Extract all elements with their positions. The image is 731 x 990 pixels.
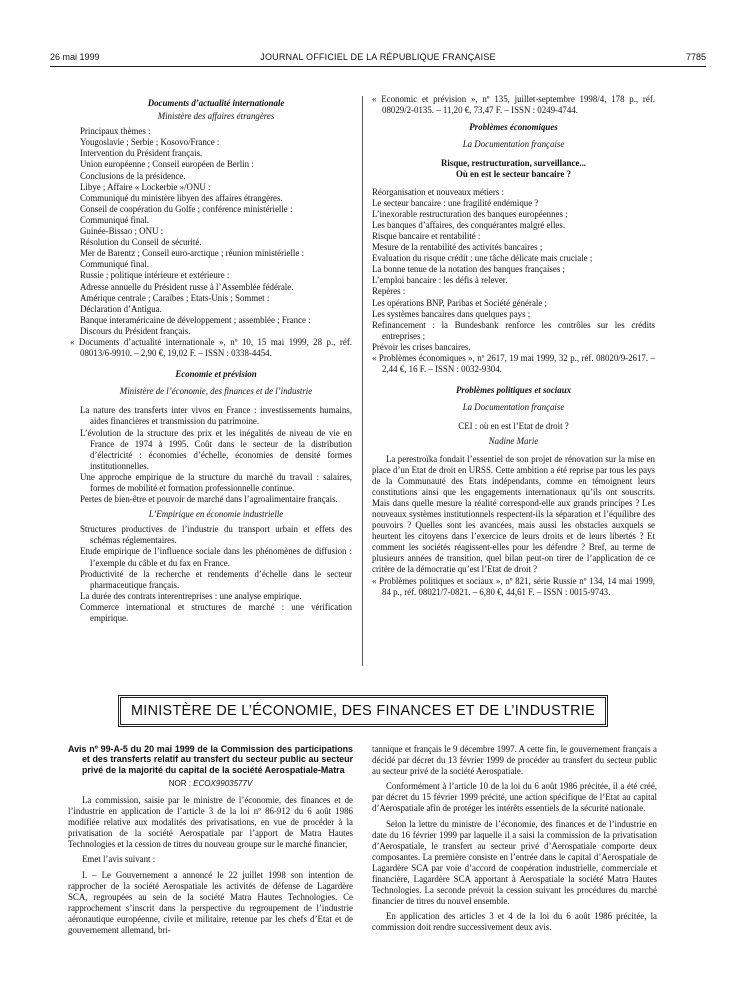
- list-item: Conclusions de la présidence.: [80, 170, 186, 181]
- list-item: Libye ; Affaire « Lockerbie »/ONU :: [80, 181, 211, 192]
- avis-left-column: [68, 744, 353, 936]
- list-item: L’inexorable restructuration des banques européennes ;: [372, 208, 568, 219]
- list-item: Réorganisation et nouveaux métiers :: [372, 186, 504, 197]
- list-item: Le secteur bancaire : une fragilité endémique ?: [372, 197, 539, 208]
- list-item: Commerce international et structures de marché : une vérification empirique.: [80, 601, 352, 624]
- list-item: La durée des contrats interentreprises : une analyse empirique.: [80, 590, 302, 601]
- list-item: Pertes de bien-être et pouvoir de marché dans l’agroalimentaire français.: [80, 494, 338, 505]
- list-item: Union européenne ; Conseil européen de Berlin :: [80, 159, 254, 170]
- ministry-banner: [118, 695, 608, 727]
- nor-label: NOR :: [168, 778, 194, 788]
- list-item: Mesure de la rentabilité des activités bancaires ;: [372, 242, 543, 253]
- section-title-problemes-economiques: Problèmes économiques: [469, 122, 558, 133]
- journal-title: JOURNAL OFFICIEL DE LA RÉPUBLIQUE FRANÇAISE: [260, 52, 496, 62]
- section-subtitle-documentation-francaise: La Documentation française: [462, 139, 565, 150]
- page-number: 7785: [685, 52, 706, 62]
- section-subtitle-documentation-francaise: La Documentation française: [462, 402, 565, 413]
- publication-reference: « Documents d’actualité internationale », nº 10, 15 mai 1999, 28 p., réf. 08013/6-9910. – 2,90 €, 19,02 F. – ISSN : 0338-4454.: [70, 336, 352, 359]
- right-column: [372, 94, 655, 604]
- section-title-documents: Documents d’actualité internationale: [147, 98, 285, 108]
- article-heading: CEI : où en est l’Etat de droit ?: [458, 421, 569, 432]
- nor-reference: [68, 778, 353, 789]
- list-item: Discours du Président français.: [80, 325, 191, 336]
- avis-paragraph: Conformément à l’article 10 de la loi du 6 août 1986 précitée, il a été créé, par décret du 15 février 1999 précité, une action spécifique de l’Etat au capital d’Aerospatiale afin de protéger les intérêts essentiels de la sécurité nationale.: [372, 781, 657, 814]
- list-item: L’emploi bancaire : les défis à relever.: [372, 275, 508, 286]
- section-title-economie: Economie et prévision: [175, 369, 257, 380]
- list-item: Etude empirique de l’influence sociale dans les phénomènes de diffusion : l’exemple du câble et du fax en France.: [80, 546, 352, 568]
- nor-code: ECOX9903577V: [193, 778, 253, 788]
- list-item: Adresse annuelle du Président russe à l’Assemblée fédérale.: [80, 281, 294, 292]
- list-item: Repères :: [372, 286, 406, 297]
- avis-paragraph: Selon la lettre du ministre de l’économie, des finances et de l’industrie en date du 16 février 1999 par laquelle il a saisi la commission de la privatisation d’Aerospatiale, le transfert au secteur privé d’Aerospatiale comporte deux composantes. La première consiste en l’entrée dans le capital d’Aerospatiale de Lagardère SCA par voie d’accord de coopération industrielle, commerciale et financière, Lagardère SCA apportant à Aerospatiale la société Matra Hautes Technologies. La seconde prévoit la cession suivant les procédures du marché financier de titres du nouvel ensemble.: [372, 818, 657, 907]
- list-item: Risque bancaire et rentabilité :: [372, 230, 481, 241]
- page-header: [50, 52, 706, 66]
- avis-paragraph: tannique et français le 9 décembre 1997. A cette fin, le gouvernement français a décidé par décret du 13 février 1999 de procéder au transfert du secteur public au secteur privé de la société Aerospatiale.: [372, 744, 657, 777]
- avis-right-column: [372, 744, 657, 934]
- list-item: Les opérations BNP, Paribas et Société générale ;: [372, 297, 547, 308]
- list-item: Refinancement : la Bundesbank renforce les contrôles sur les crédits entreprises ;: [372, 319, 655, 341]
- list-item: La nature des transferts inter vivos en France : investissements humains, aides financières et transmission du patrimoine.: [80, 405, 352, 427]
- list-item: Amérique centrale ; Caraïbes ; Etats-Unis ; Sommet :: [80, 292, 270, 303]
- section-title-problemes-politiques: Problèmes politiques et sociaux: [455, 385, 572, 396]
- list-item: Mer de Barentz ; Conseil euro-arctique ; réunion ministérielle :: [80, 248, 305, 259]
- column-separator: [362, 96, 363, 666]
- header-rule: [50, 66, 706, 67]
- list-item: Principaux thèmes :: [80, 126, 151, 137]
- list-item: Guinée-Bissao ; ONU :: [80, 226, 164, 237]
- article-heading: Risque, restructuration, surveillance...: [440, 158, 587, 169]
- avis-paragraph: I. – Le Gouvernement a annoncé le 22 juillet 1998 son intention de rapprocher de la société Aerospatiale les activités de défense de Lagardère SCA, regroupées au sein de la société Matra Hautes Technologies. Ce rapprochement s’inscrit dans la perspective du regroupement de l’industrie aéronautique européenne, civile et militaire, retenue par les chefs d’Etat et de gouvernement allemand, bri-: [68, 869, 353, 936]
- list-item: Les systèmes bancaires dans quelques pays ;: [372, 308, 531, 319]
- avis-paragraph: En application des articles 3 et 4 de la loi du 6 août 1986 précitée, la commission doit rendre successivement deux avis.: [372, 911, 657, 933]
- list-item: Evaluation du risque crédit : une tâche délicate mais cruciale ;: [372, 253, 593, 264]
- avis-paragraph: La commission, saisie par le ministre de l’économie, des finances et de l’industrie en application de l’article 3 de la loi nº 86-912 du 6 août 1986 modifiée relative aux modalités des privatisations, en vue de procéder à la privatisation de la société Aerospatiale par l’apport de Matra Hautes Technologies et la cession de titres du nouveau groupe sur le marché financier,: [68, 794, 353, 850]
- list-item: Russie ; politique intérieure et extérieure :: [80, 270, 230, 281]
- list-item: Les banques d’affaires, des conquérantes malgré elles.: [372, 219, 566, 230]
- article-heading: Où en est le secteur bancaire ?: [455, 169, 572, 180]
- section-subtitle-empirique: L’Empirique en économie industrielle: [148, 509, 284, 520]
- left-column: [70, 98, 352, 624]
- list-item: Une approche empirique de la structure du marché du travail : salaires, formes de mobilité et formation professionnelle continue.: [80, 471, 352, 493]
- publication-reference: « Problèmes politiques et sociaux », nº 821, série Russie nº 134, 14 mai 1999, 84 p., réf. 08021/7-0821. – 6,80 €, 44,61 F. – ISSN : 0015-9743.: [372, 575, 655, 597]
- list-item: Communiqué final.: [80, 259, 150, 270]
- list-item: Communiqué final.: [80, 214, 150, 225]
- list-item: La bonne tenue de la notation des banques françaises ;: [372, 264, 565, 275]
- list-item: Structures productives de l’industrie du transport urbain et effets des schémas réglementaires.: [80, 524, 352, 546]
- list-item: Intervention du Président français.: [80, 148, 203, 159]
- list-item: Yougoslavie ; Serbie ; Kosovo/France :: [80, 137, 220, 148]
- publication-reference: « Economic et prévision », nº 135, juillet-septembre 1998/4, 178 p., réf. 08029/2-0135. – 11,20 €, 73,47 F. – ISSN : 0249-4744.: [372, 94, 655, 116]
- section-subtitle-affaires-etrangeres: Ministère des affaires étrangères: [157, 111, 275, 122]
- list-item: L’évolution de la structure des prix et les inégalités de niveau de vie en France de 1974 à 1995. Coût dans le secteur de la distribution d’électricité : économies d’échelle, économies de densité formes institutionnelles.: [80, 427, 352, 471]
- ministry-banner-text: MINISTÈRE DE L’ÉCONOMIE, DES FINANCES ET DE L’INDUSTRIE: [130, 703, 596, 719]
- list-item: Banque interaméricaine de développement ; assemblée ; France :: [80, 314, 311, 325]
- list-item: Résolution du Conseil de sécurité.: [80, 237, 202, 248]
- list-item: Déclaration d’Antigua.: [80, 303, 162, 314]
- publication-reference: « Problèmes économiques », nº 2617, 19 mai 1999, 32 p., réf. 08020/9-2617. – 2,44 €, 16 F. – ISSN : 0032-9304.: [372, 352, 655, 375]
- list-item: Conseil de coopération du Golfe ; conférence ministérielle :: [80, 203, 293, 214]
- avis-title: Avis nº 99-A-5 du 20 mai 1999 de la Commission des participations et des transferts relatif au transfert du secteur public au secteur privé de la majorité du capital de la société Aerospatiale-Matra: [68, 744, 353, 775]
- avis-paragraph: Emet l’avis suivant :: [82, 854, 156, 865]
- list-item: Productivité de la recherche et rendements d’échelle dans le secteur pharmaceutique français.: [80, 568, 352, 590]
- list-item: Communiqué du ministère libyen des affaires étrangères.: [80, 192, 283, 203]
- section-subtitle-ministere-economie: Ministère de l’économie, des finances et de l’industrie: [119, 386, 313, 397]
- header-date: 26 mai 1999: [50, 52, 100, 62]
- list-item: Prévoir les crises bancaires.: [372, 341, 471, 352]
- article-summary: La perestroïka fondait l’essentiel de son projet de rénovation sur la mise en place d’un Etat de droit en URSS. Cette ambition a été reprise par tous les pays de la Communauté des Etats indépendants, comme en témoignent leurs constitutions ainsi que les engagements internationaux qu’ils ont souscrits. Mais dans quelle mesure la réalité correspond-elle aux grands principes ? Les nouveaux systèmes institutionnels respectent-ils la séparation et l’équilibre des pouvoirs ? Quelles sont les avancées, mais aussi les obstacles auxquels se heurtent les citoyens dans l’exercice de leurs droits et de leurs libertés ? Et comment les sociétés réagissent-elles pour les défendre ? Bref, au terme de plusieurs années de transition, quel bilan peut-on tirer de l’application de ce critère de la démocratie qu’est l’Etat de droit ?: [372, 453, 655, 575]
- article-author: Nadine Marie: [488, 436, 539, 447]
